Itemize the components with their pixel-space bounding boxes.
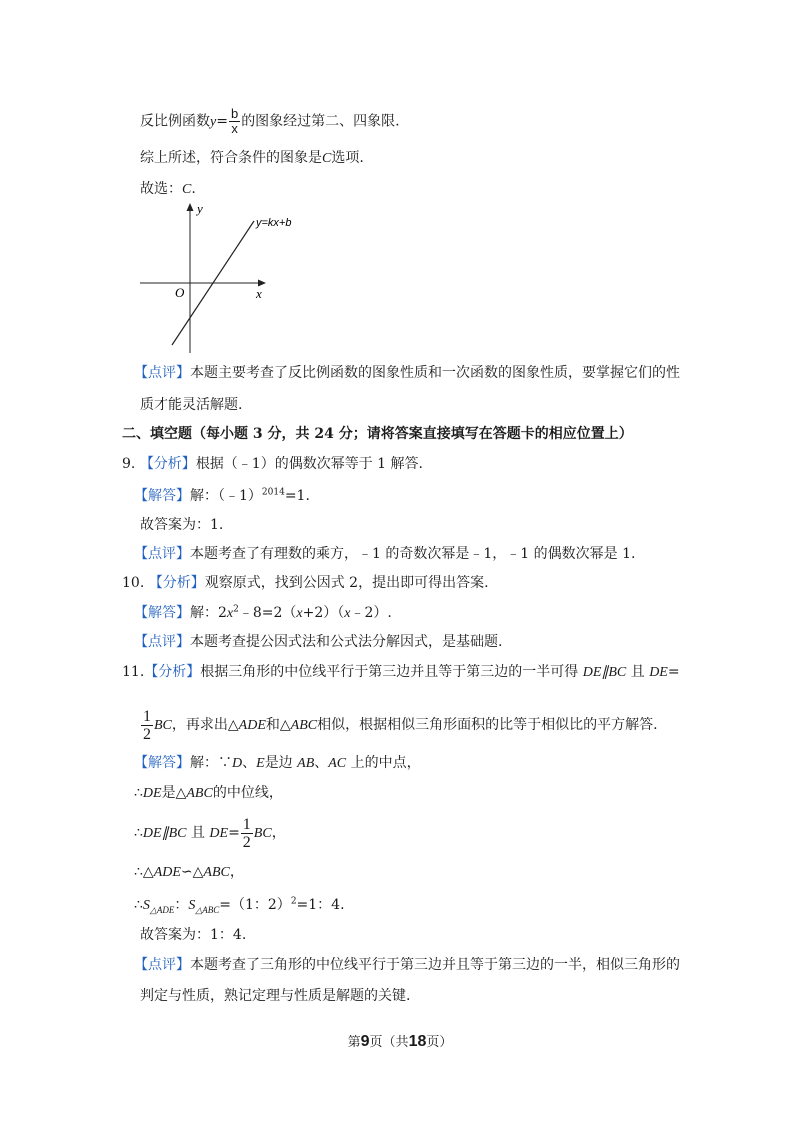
- math-var: D: [232, 756, 243, 771]
- fraction: [141, 708, 153, 743]
- text: 的中位线，: [212, 785, 283, 801]
- text-line: [122, 573, 489, 593]
- text: =: [228, 825, 240, 841]
- math-var: C: [182, 182, 192, 197]
- footer-text: 页（共: [369, 1035, 409, 1050]
- text-line: [140, 706, 658, 745]
- math-var: BC: [253, 826, 272, 841]
- denominator: 2: [143, 725, 151, 743]
- numerator: 1: [242, 815, 251, 833]
- text: ∴: [134, 825, 143, 841]
- question-number: 9.: [122, 456, 136, 472]
- math-var: BC: [154, 718, 172, 733]
- page-number: 9: [360, 1033, 370, 1050]
- text-line: [134, 632, 502, 652]
- math-var: DE: [209, 826, 229, 841]
- text: =1：4.: [296, 897, 345, 913]
- math-var: ADE: [238, 718, 266, 733]
- text: ∽△: [180, 864, 204, 880]
- footer-text: 页）: [426, 1035, 453, 1050]
- comment-tag: 【点评】: [134, 957, 190, 973]
- answer-tag: 【解答】: [134, 755, 190, 771]
- text: 且: [630, 664, 645, 680]
- math-var: S: [188, 898, 196, 913]
- text-line: [134, 603, 392, 624]
- math-var: AC: [328, 756, 347, 771]
- math-var: ABC: [186, 786, 213, 801]
- text-line: [134, 486, 310, 506]
- text: 是边: [264, 755, 293, 771]
- text: ，再求出△: [171, 717, 239, 733]
- text: 本题考查了有理数的乘方，﹣1 的奇数次幂是﹣1，﹣1 的偶数次幂是 1.: [190, 546, 636, 562]
- text: 是△: [161, 785, 187, 801]
- analysis-tag: 【分析】: [148, 575, 205, 591]
- text: 故选：: [140, 181, 182, 197]
- section-heading: 二、填空题（每小题 3 分，共 24 分；请将答案直接填写在答题卡的相应位置上）: [122, 426, 633, 442]
- linear-function-graph: [134, 197, 314, 357]
- text: 解：2: [190, 605, 227, 621]
- comment-tag: 【点评】: [134, 365, 190, 381]
- text-line: 故答案为：1.: [140, 517, 224, 533]
- text: =（1：2）: [219, 897, 291, 913]
- comment-tag: 【点评】: [134, 634, 190, 650]
- text: 的图象经过第二、四象限.: [241, 113, 400, 130]
- text: ∴△: [134, 864, 154, 880]
- numerator: 1: [143, 707, 151, 725]
- text: =: [216, 113, 228, 130]
- text: 、: [314, 755, 329, 771]
- text: 相似，根据相似三角形面积的比等于相似比的平方解答.: [317, 717, 658, 733]
- text: ∴: [134, 897, 143, 913]
- math-expr: DE∥BC: [582, 665, 627, 680]
- text: ﹣2）.: [350, 605, 392, 621]
- text-line: [134, 363, 680, 383]
- subscript: △ADE: [149, 904, 175, 915]
- text: 本题主要考查了反比例函数的图象性质和一次函数的图象性质，要掌握它们的性: [190, 365, 680, 381]
- question-number: 11.: [122, 664, 145, 680]
- text-line: [140, 107, 400, 136]
- math-var: S: [142, 898, 150, 913]
- text: 反比例函数: [140, 113, 210, 130]
- answer-tag: 【解答】: [134, 488, 190, 504]
- math-var: C: [322, 151, 332, 166]
- y-axis-arrow: [187, 203, 194, 211]
- page-footer: [0, 1031, 800, 1051]
- math-var: x: [344, 606, 351, 621]
- text: 观察原式，找到公因式 2，提出即可得出答案.: [204, 575, 489, 591]
- text-line: [134, 753, 421, 774]
- text-line: [122, 454, 423, 474]
- text: ∴: [134, 785, 143, 801]
- text: 根据三角形的中位线平行于第三边并且等于第三边的一半可得: [200, 664, 579, 680]
- math-var: E: [256, 756, 265, 771]
- text: ﹣8=2（: [238, 605, 297, 621]
- text: 解：∵: [190, 755, 232, 771]
- math-var: AB: [297, 756, 315, 771]
- math-var: DE: [649, 665, 668, 680]
- math-var: x: [226, 606, 234, 621]
- text: 上的中点，: [350, 755, 421, 771]
- text: +2）（: [302, 605, 345, 621]
- text: 解：（﹣1）: [190, 488, 262, 504]
- text: =: [667, 664, 680, 680]
- text: ，: [229, 864, 244, 880]
- analysis-tag: 【分析】: [144, 664, 201, 680]
- exponent: 2: [233, 604, 239, 615]
- text-line: [134, 544, 635, 564]
- exponent: 2014: [261, 487, 285, 498]
- text: 本题考查提公因式法和公式法分解因式，是基础题.: [190, 634, 503, 650]
- x-axis-label: x: [256, 286, 262, 301]
- text: 根据（﹣1）的偶数次幂等于 1 解答.: [195, 456, 423, 472]
- text: ：: [174, 897, 189, 913]
- math-var: y: [210, 114, 217, 130]
- text-line: [134, 955, 680, 975]
- footer-text: 第: [347, 1035, 361, 1050]
- exponent: 2: [290, 896, 297, 907]
- y-axis-label: y: [197, 201, 203, 216]
- text: 综上所述，符合条件的图象是: [140, 150, 322, 166]
- text-line: [134, 783, 283, 804]
- text-line: [140, 395, 242, 415]
- analysis-tag: 【分析】: [139, 456, 196, 472]
- subscript: △ABC: [195, 904, 220, 915]
- text: 选项.: [331, 150, 364, 166]
- question-number: 10.: [122, 575, 145, 591]
- math-var: ABC: [203, 865, 230, 880]
- text: 质才能灵活解题.: [140, 397, 243, 413]
- text-line: [140, 148, 364, 169]
- answer-tag: 【解答】: [134, 605, 190, 621]
- math-var: ABC: [290, 718, 318, 733]
- origin-label: O: [175, 285, 185, 300]
- text: 本题考查了三角形的中位线平行于第三边并且等于第三边的一半，相似三角形的: [190, 957, 680, 973]
- numerator: b: [230, 106, 239, 121]
- fraction: [229, 107, 240, 136]
- text-line: 故答案为：1：4.: [140, 927, 247, 943]
- text: .: [191, 181, 196, 197]
- math-expr: DE∥BC: [142, 826, 187, 841]
- line-label: y=kx+b: [256, 217, 292, 229]
- total-pages: 18: [408, 1033, 427, 1050]
- comment-tag: 【点评】: [134, 546, 190, 562]
- text-line: [134, 895, 345, 916]
- denominator: x: [231, 121, 238, 136]
- text-line: 判定与性质，熟记定理与性质是解题的关键.: [140, 988, 411, 1004]
- text: 且: [190, 825, 205, 841]
- text: 、: [242, 755, 257, 771]
- math-var: DE: [142, 786, 162, 801]
- text: ，: [271, 825, 286, 841]
- fraction: [241, 816, 253, 851]
- math-var: x: [296, 606, 303, 621]
- denominator: 2: [242, 833, 251, 851]
- text-line: [134, 862, 244, 883]
- text: 和△: [265, 717, 291, 733]
- text-line: [134, 815, 286, 852]
- text-line: [122, 662, 680, 683]
- math-var: ADE: [153, 865, 181, 880]
- text: =1.: [284, 488, 310, 504]
